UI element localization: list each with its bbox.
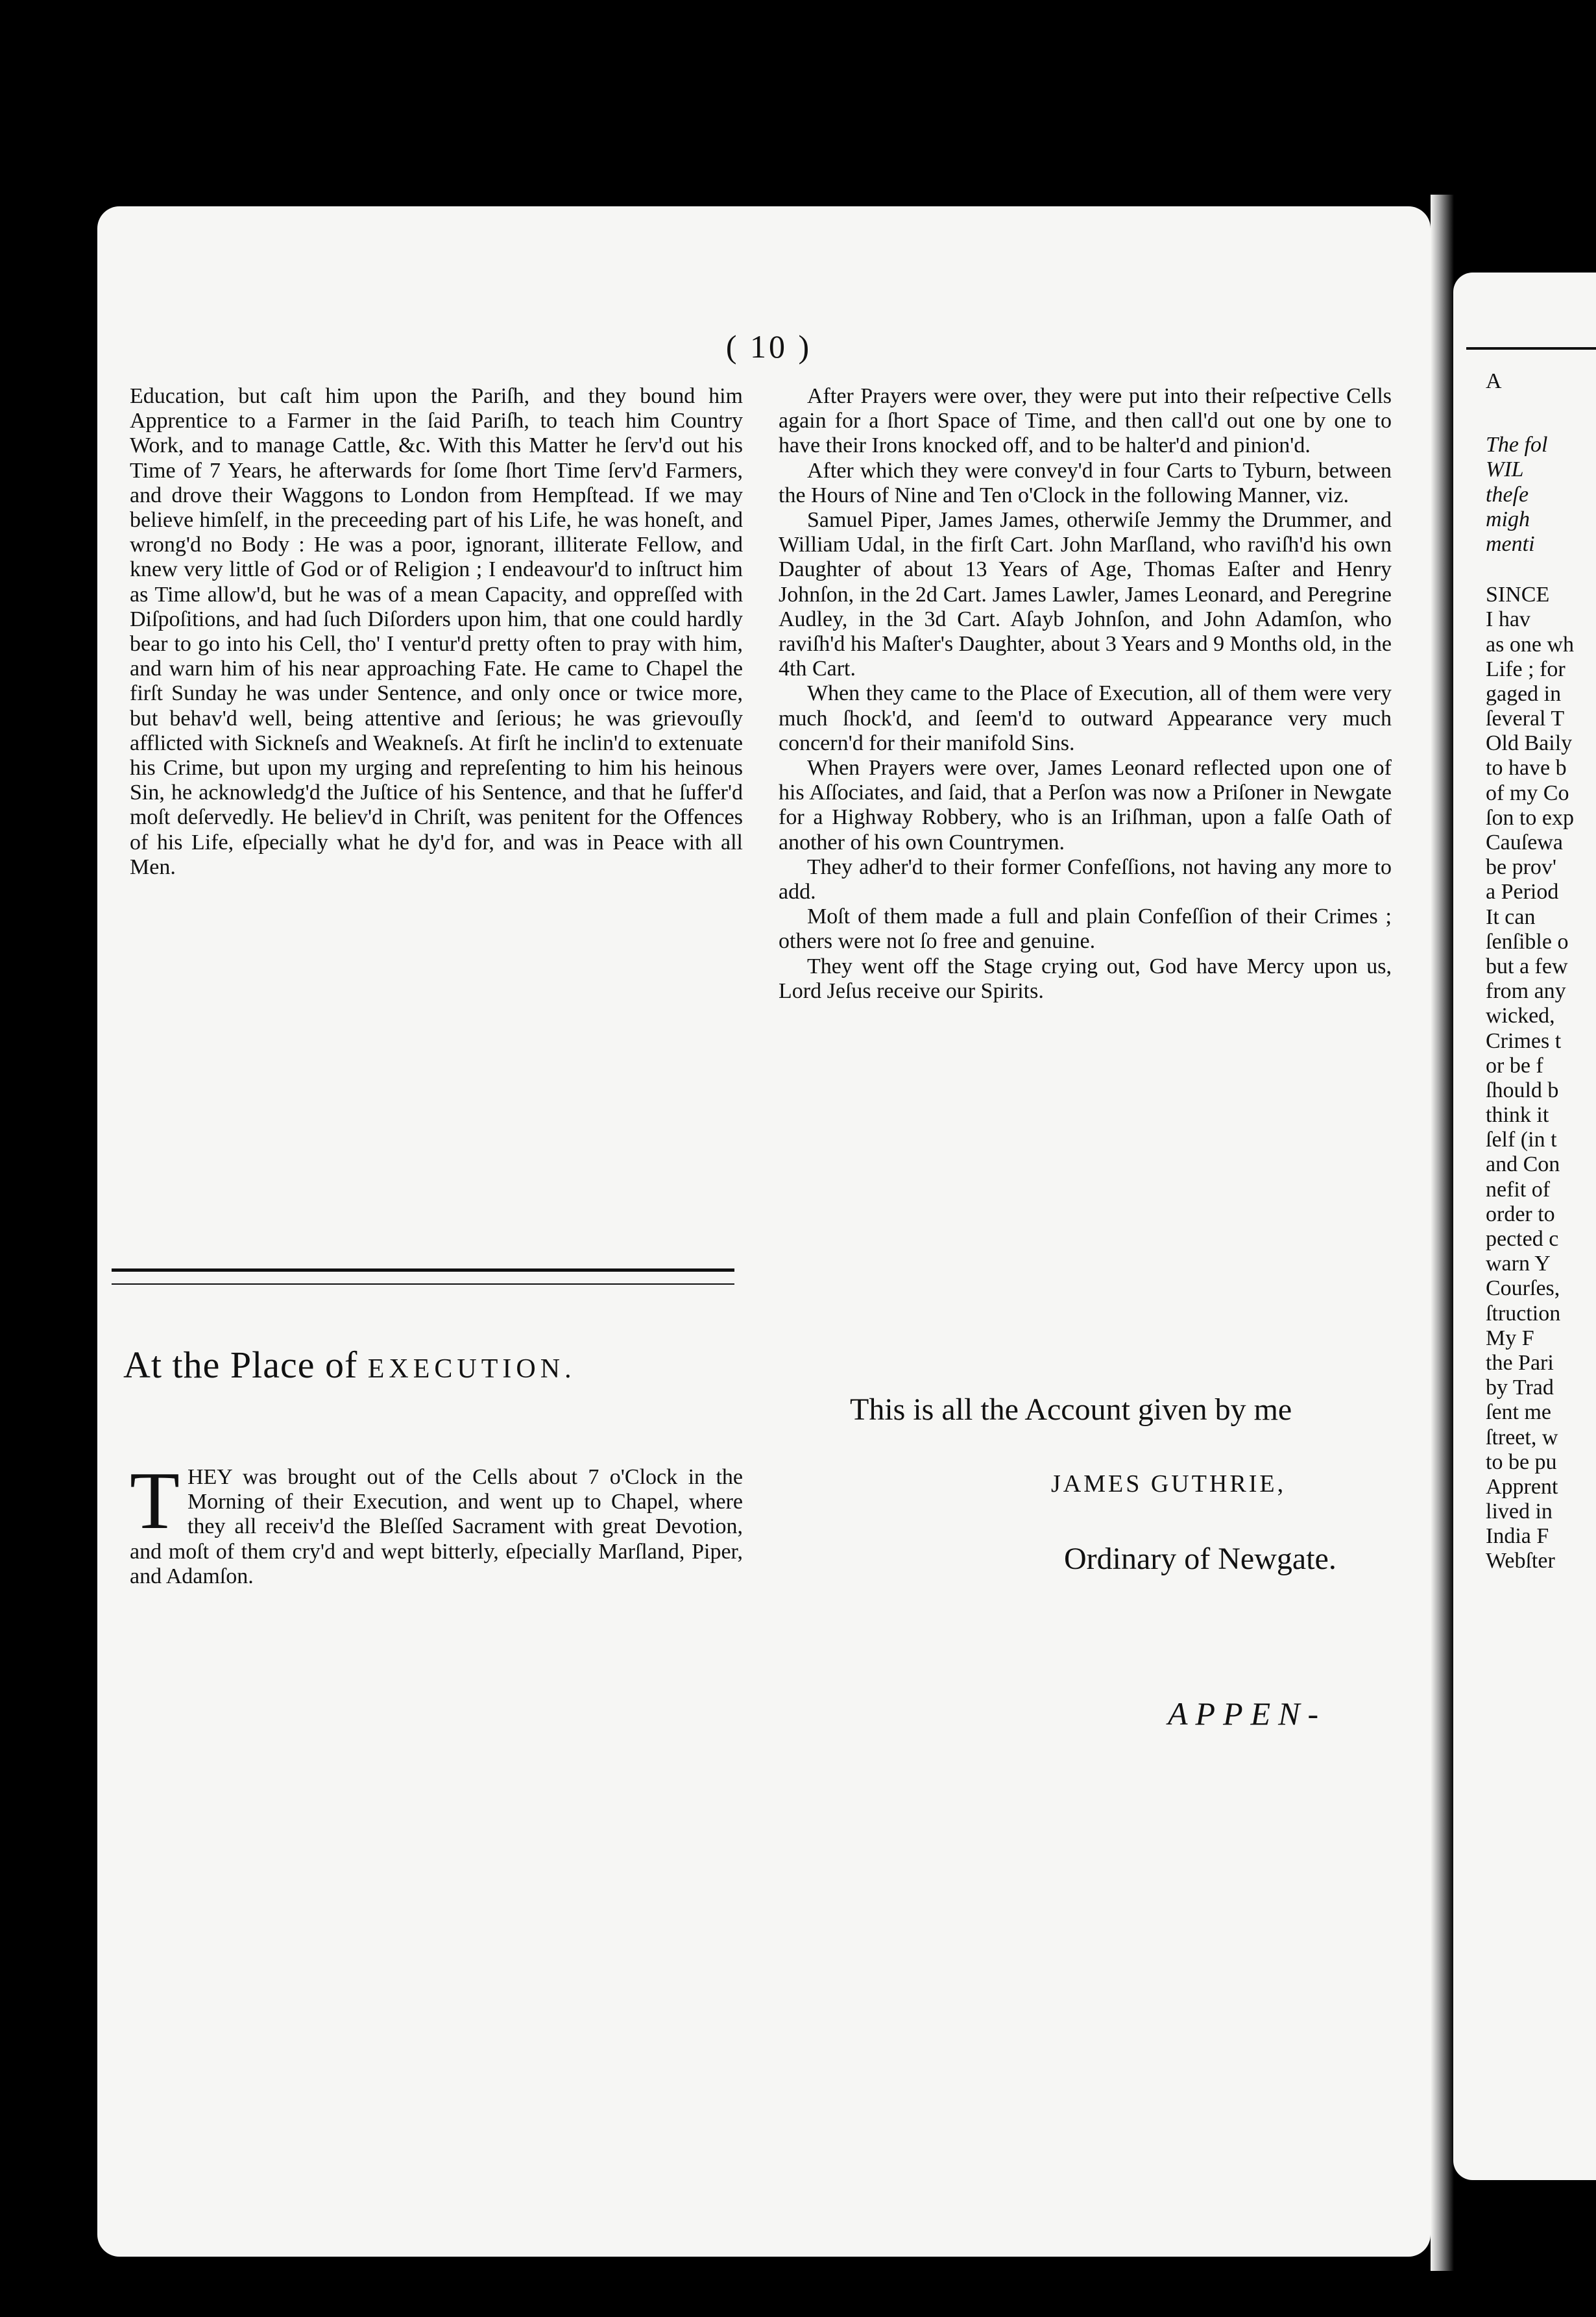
right-paragraph-7: Moſt of them made a full and plain Confeſſion of their Crimes ; others were not ſo free and genuine.	[779, 904, 1392, 954]
adjacent-page-intro	[1486, 433, 1596, 557]
adjacent-page-text	[1486, 324, 1596, 1574]
adjacent-page-line: ſtruction	[1486, 1301, 1561, 1326]
left-paragraph: Education, but caſt him upon the Pariſh, and they bound him Apprentice to a Farmer in the ſaid Pariſh, to teach him Country Work, and to manage Cattle, &c. With this Matter he ſerv'd out his Time of 7 Years, he afterwards for ſome ſhort Time ſerv'd Farmers, and drove their Waggons to London from Hempſtead. If we may believe himſelf, in the preceeding part of his Life, he was honeſt, and wrong'd no Body : He was a poor, ignorant, illiterate Fellow, and knew very little of God or of Religion ; I endeavour'd to inſtruct him as Time allow'd, but he was of a mean Capacity, and oppreſſed with Diſpoſitions, and had ſuch Diſorders upon him, that one could hardly bear to go into his Cell, tho' I ventur'd pretty often to pray with him, and warn him of his near approaching Fate. He came to Chapel the firſt Sunday he was under Sentence, and only once or twice more, but behav'd well, being attentive and ſerious; he was grievouſly afflicted with Sickneſs and Weakneſs. At firſt he inclin'd to extenuate his Crime, but upon my urging and repreſenting to him his heinous Sin, he acknowledg'd the Juſtice of his Sentence, and that he ſuffer'd moſt deſervedly. He believ'd in Chriſt, was penitent for the Offences of his Life, eſpecially what he dy'd for, and was in Peace with all Men.	[130, 384, 743, 879]
adjacent-page-line: ſon to exp	[1486, 805, 1574, 830]
account-line: This is all the Account given by me	[850, 1392, 1292, 1427]
adjacent-page-line: My F	[1486, 1326, 1534, 1350]
adjacent-page-line: a Period	[1486, 880, 1559, 904]
adjacent-page-line: WIL	[1486, 457, 1524, 482]
heading-text: At the Place of	[123, 1344, 358, 1386]
adjacent-page-top	[1486, 369, 1596, 394]
adjacent-page-line: Webſter	[1486, 1549, 1555, 1573]
right-paragraph-6: They adher'd to their former Confeſſions, not having any more to add.	[779, 855, 1392, 904]
adjacent-page-line: gaged in	[1486, 681, 1562, 706]
adjacent-page-line: think it	[1486, 1103, 1549, 1128]
adjacent-page-line: order to	[1486, 1202, 1555, 1226]
adjacent-page-line: lived in	[1486, 1499, 1553, 1524]
adjacent-page-body	[1486, 583, 1596, 1574]
left-column	[130, 384, 743, 880]
adjacent-page-line: to be pu	[1486, 1450, 1557, 1474]
signatory-title: Ordinary of Newgate.	[1064, 1542, 1336, 1576]
adjacent-page-line: SINCE	[1486, 583, 1550, 607]
drop-cap: T	[130, 1456, 180, 1546]
adjacent-page-line: A	[1486, 369, 1502, 393]
adjacent-page-line: theſe	[1486, 482, 1529, 507]
adjacent-page-line: or be f	[1486, 1053, 1543, 1078]
adjacent-page-line: but a few	[1486, 954, 1568, 978]
adjacent-page-line: Old Baily	[1486, 731, 1573, 756]
execution-text: HEY was brought out of the Cells about 7 o'Clock in the Morning of their Execution, and went up to Chapel, where they all receiv'd the Bleſſed Sacrament with great Devotion, and moſt of them cry'd and wept bitterly, eſpecially Marſland, Piper, and Adamſon.	[130, 1465, 743, 1588]
catchword: APPEN-	[1168, 1695, 1327, 1732]
right-paragraph-8: They went off the Stage crying out, God have Mercy upon us, Lord Jeſus receive our Spirits.	[779, 954, 1392, 1003]
adjacent-page-line: warn Y	[1486, 1252, 1551, 1276]
adjacent-page-line: and Con	[1486, 1152, 1560, 1177]
heading-smallcaps: EXECUTION.	[367, 1354, 576, 1384]
adjacent-page-line: menti	[1486, 531, 1535, 556]
adjacent-page-line: Crimes t	[1486, 1028, 1562, 1053]
right-paragraph-5: When Prayers were over, James Leonard reflected upon one of his Aſſociates, and ſaid, that a Perſon was now a Priſoner in Newgate for a Highway Robbery, who is an Iriſhman, upon a falſe Oath of another of his own Countrymen.	[779, 756, 1392, 855]
adjacent-page-line: nefit of	[1486, 1177, 1551, 1202]
adjacent-page-line: ſhould b	[1486, 1078, 1559, 1102]
book-gutter	[1431, 195, 1454, 2271]
adjacent-page-line: be prov'	[1486, 855, 1557, 880]
adjacent-page-line: of my Co	[1486, 781, 1569, 805]
adjacent-page-line: The fol	[1486, 433, 1548, 457]
adjacent-page-line: Cauſewa	[1486, 831, 1563, 855]
section-divider	[112, 1268, 734, 1285]
adjacent-page-line: Courſes,	[1486, 1276, 1560, 1301]
signatory-name: JAMES GUTHRIE,	[1051, 1470, 1287, 1498]
adjacent-page-line: ſenſible o	[1486, 929, 1569, 954]
right-paragraph-4: When they came to the Place of Execution, all of them were very much ſhock'd, and ſeem'd to outward Appearance very much concern'd for their manifold Sins.	[779, 681, 1392, 755]
adjacent-page-line: ſelf (in t	[1486, 1128, 1557, 1152]
adjacent-page-line: migh	[1486, 507, 1530, 531]
adjacent-page-line: the Pari	[1486, 1350, 1554, 1375]
adjacent-page-line: from any	[1486, 979, 1566, 1004]
adjacent-page-line: pected c	[1486, 1227, 1559, 1251]
adjacent-page-line: ſtreet, w	[1486, 1425, 1558, 1450]
right-column	[779, 384, 1392, 1004]
adjacent-page-line: ſent me	[1486, 1400, 1552, 1425]
adjacent-page-line: as one wh	[1486, 632, 1574, 657]
adjacent-page-line: I hav	[1486, 607, 1530, 632]
right-paragraph-3: Samuel Piper, James James, otherwiſe Jemmy the Drummer, and William Udal, in the firſt Cart. John Marſland, who raviſh'd his own Daughter of about 13 Years of Age, Thomas Eaſter and Henry Johnſon, in the 2d Cart. James Lawler, James Leonard, and Peregrine Audley, in the 3d Cart. Aſayb Johnſon, and John Adamſon, who raviſh'd his Maſter's Daughter, about 3 Years and 9 Months old, in the 4th Cart.	[779, 508, 1392, 681]
adjacent-page-line: India F	[1486, 1524, 1549, 1549]
adjacent-page-line: Life ; for	[1486, 657, 1566, 681]
right-paragraph-1: After Prayers were over, they were put into their reſpective Cells again for a ſhort Space of Time, and then call'd out one by one to have their Irons knocked off, and to be halter'd and pinion'd.	[779, 384, 1392, 458]
right-paragraph-2: After which they were convey'd in four Carts to Tyburn, between the Hours of Nine and Ten o'Clock in the following Manner, viz.	[779, 458, 1392, 507]
adjacent-page-rule	[1466, 347, 1596, 350]
adjacent-page-line: Apprent	[1486, 1474, 1558, 1499]
section-heading	[123, 1343, 746, 1387]
adjacent-page-line: by Trad	[1486, 1376, 1554, 1400]
adjacent-page-line: to have b	[1486, 756, 1567, 781]
adjacent-page-line: ſeveral T	[1486, 707, 1565, 731]
adjacent-page-line: wicked,	[1486, 1004, 1555, 1028]
adjacent-page-line: It can	[1486, 904, 1536, 929]
execution-paragraph	[130, 1456, 743, 1589]
page-number: ( 10 )	[725, 328, 812, 365]
